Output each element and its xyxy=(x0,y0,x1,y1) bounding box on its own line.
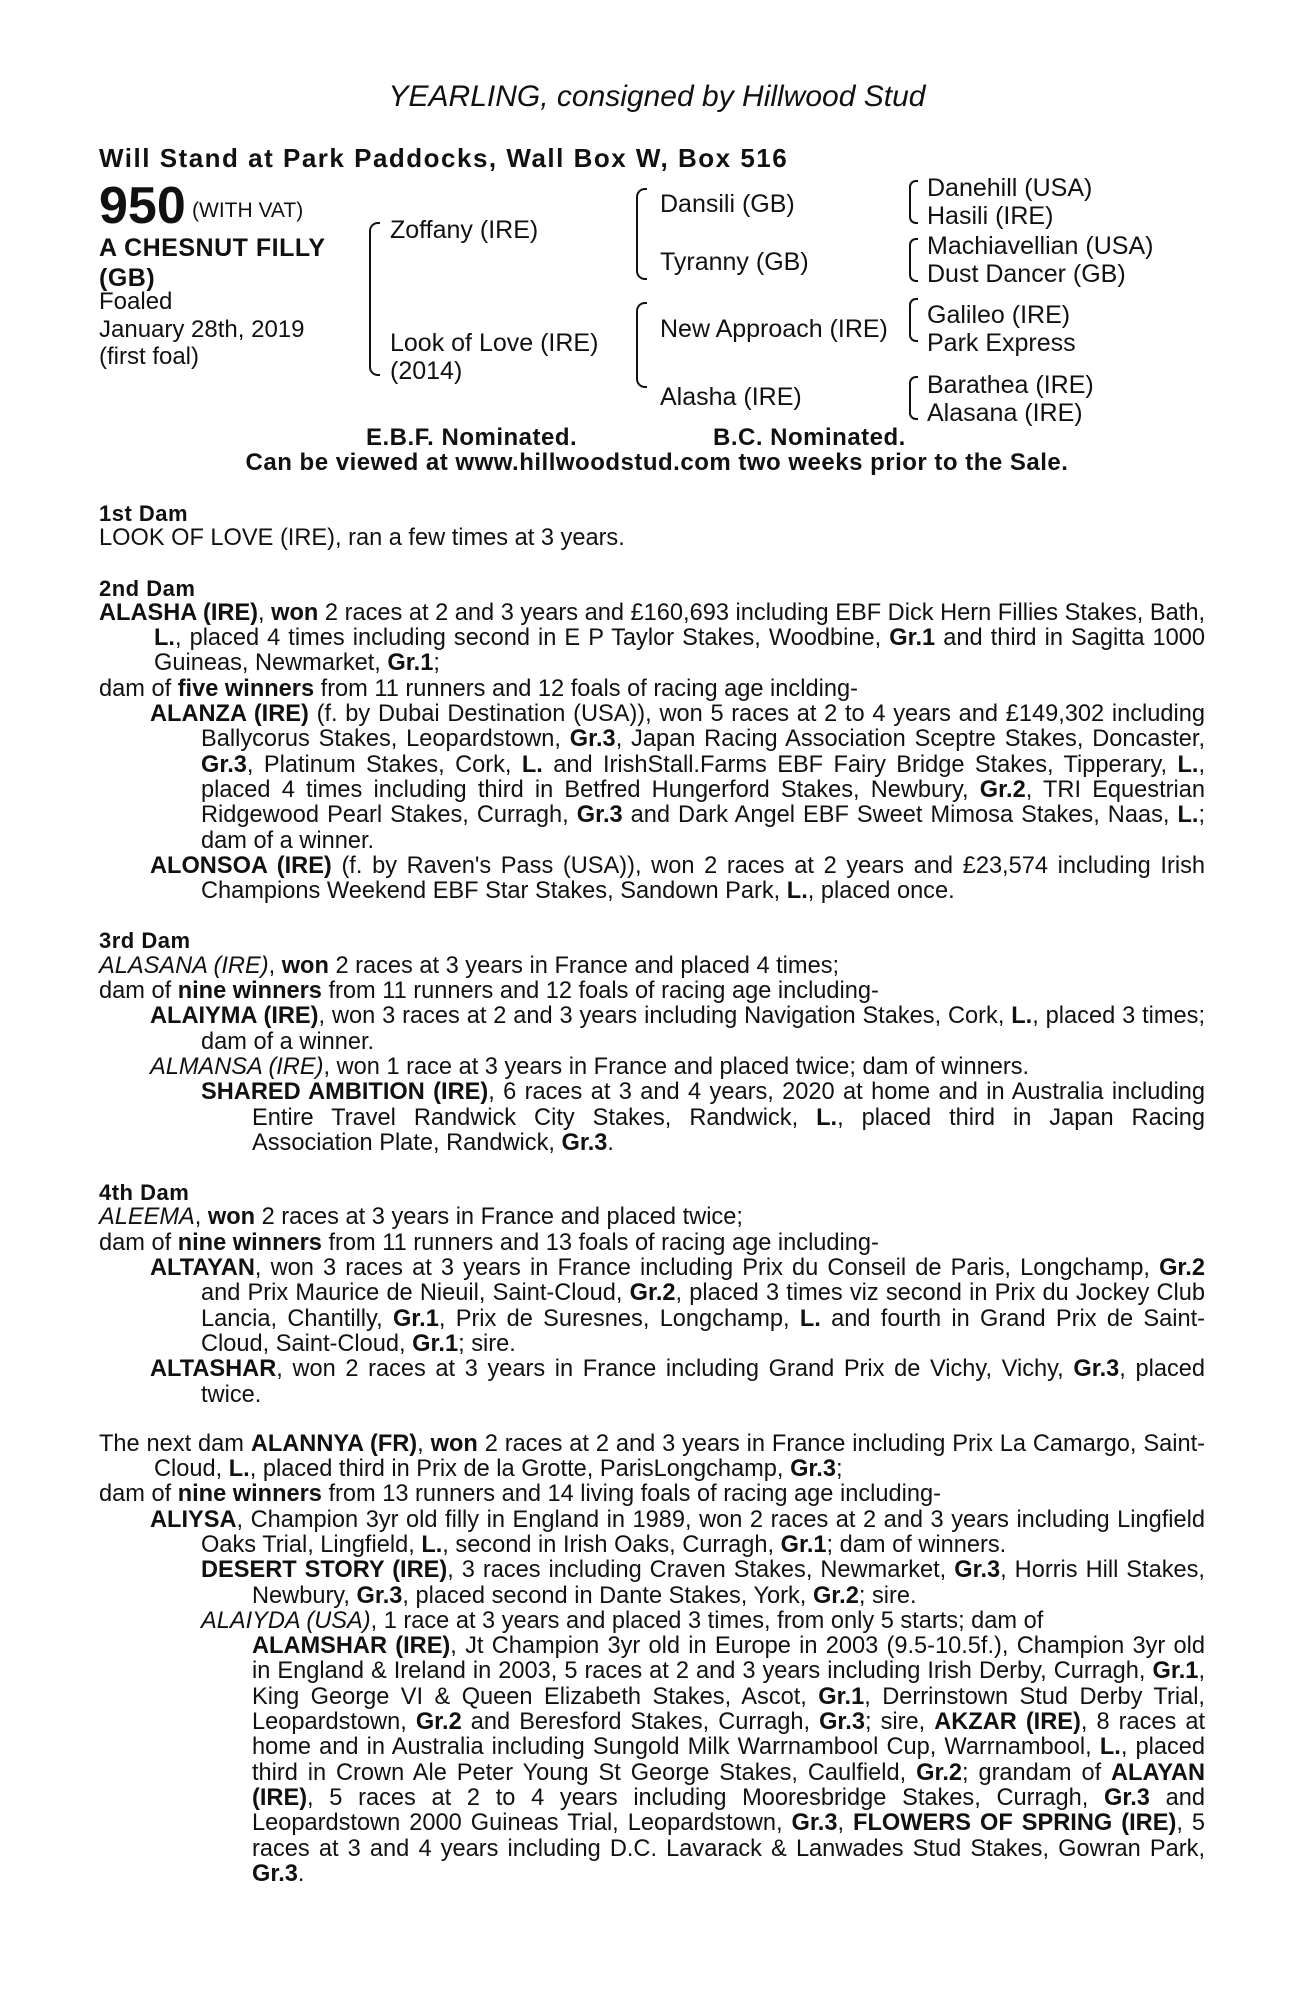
entry-text: , won 2 races at 3 years in France including Grand Prix de Vichy, Vichy, xyxy=(276,1356,1064,1383)
pedigree-sire-sire: Dansili (GB) xyxy=(660,190,795,218)
race-grade: Gr.3 xyxy=(791,1810,838,1837)
race-grade: Gr.3 xyxy=(356,1582,403,1609)
pedigree-gen3-item: Barathea (IRE) xyxy=(927,371,1094,399)
grand-progeny-entry xyxy=(99,1080,1205,1156)
entry-text: 2 races at 3 years in France and placed 4 times; xyxy=(335,952,840,979)
race-grade: L. xyxy=(1011,1003,1033,1030)
race-grade: L. xyxy=(1099,1734,1121,1761)
race-grade: L. xyxy=(1177,751,1199,778)
won-label: won xyxy=(271,599,319,626)
horse-name: ALONSOA (IRE) xyxy=(150,852,332,879)
pedigree-gen3-item: Park Express xyxy=(927,329,1076,357)
ebf-nomination: E.B.F. Nominated. xyxy=(366,424,578,451)
won-label: won xyxy=(430,1430,478,1457)
horse-name: ALTAYAN xyxy=(150,1255,255,1282)
entry-text: from 11 runners and 13 foals of racing age including- xyxy=(328,1229,879,1256)
entry-text: 2 races at 3 years in France and placed twice; xyxy=(261,1204,743,1231)
entry-text: ; sire, xyxy=(865,1709,926,1736)
won-label: won xyxy=(207,1204,256,1231)
foaled-label: Foaled xyxy=(99,288,173,315)
entry-text: , placed 4 times including second in E P Taylor Stakes, Woodbine, xyxy=(174,625,882,652)
entry-text: The next dam xyxy=(99,1430,244,1457)
pedigree-dam-dam: Alasha (IRE) xyxy=(660,383,802,411)
entry-text: and third in Sagitta 1000 Guineas, Newmarket, xyxy=(154,625,1205,677)
section-heading-3rd-dam: 3rd Dam xyxy=(99,928,191,954)
horse-name: ALEEMA xyxy=(99,1204,195,1231)
race-grade: Gr.1 xyxy=(392,1305,439,1332)
pedigree-gen3-item: Hasili (IRE) xyxy=(927,202,1054,230)
brace-gen3-4 xyxy=(909,376,918,420)
winners-count: nine winners xyxy=(177,1481,322,1508)
entry-text: , won 3 races at 3 years in France including Prix du Conseil de Paris, Longchamp, xyxy=(254,1255,1150,1282)
entry-text: dam of xyxy=(99,675,172,702)
entry-text: , second in Irish Oaks, Curragh, xyxy=(442,1531,775,1558)
entry-text: (f. by Raven's Pass (USA)), won 2 races at 2 years and £23,574 including Irish Champions Weekend EBF Star Stakes, Sandown Park, xyxy=(201,852,1205,905)
entry-text: , xyxy=(268,952,276,979)
horse-name: ALTASHAR xyxy=(150,1356,277,1383)
entry-text: ; xyxy=(433,650,440,677)
entry-text: and IrishStall.Farms EBF Fairy Bridge Stakes, Tipperary, xyxy=(553,751,1168,778)
progeny-entry xyxy=(99,1256,1205,1357)
race-grade: Gr.3 xyxy=(1104,1784,1150,1811)
dam-of-line xyxy=(99,1482,1205,1507)
progeny-entry xyxy=(99,854,1205,905)
entry-text: , won 1 race at 3 years in France and placed twice; dam of winners. xyxy=(323,1053,1030,1080)
progeny-entry xyxy=(99,1004,1205,1055)
entry-text: ; grandam of xyxy=(962,1759,1102,1786)
pedigree-sire: Zoffany (IRE) xyxy=(390,216,539,244)
entry-text: 2 races at 2 and 3 years and £160,693 including EBF Dick Hern Fillies Stakes, Bath, xyxy=(324,599,1205,626)
horse-name: ALAIYMA (IRE) xyxy=(150,1003,319,1030)
race-grade: Gr.3 xyxy=(561,1129,608,1156)
viewing-note: Can be viewed at www.hillwoodstud.com two weeks prior to the Sale. xyxy=(245,449,1069,476)
entry-text: , placed 3 times viz second in Prix du Jockey Club Lancia, Chantilly, xyxy=(201,1280,1205,1332)
race-grade: Gr.2 xyxy=(629,1280,676,1307)
winners-count: nine winners xyxy=(177,1229,322,1256)
entry-text: , placed third in Japan Racing Association Plate, Randwick, xyxy=(252,1104,1205,1156)
entry-text: , Prix de Suresnes, Longchamp, xyxy=(438,1305,790,1332)
won-label: won xyxy=(281,952,329,979)
race-grade: L. xyxy=(816,1104,838,1131)
race-grade: Gr.1 xyxy=(412,1330,459,1357)
entry-text: , placed third in Prix de la Grotte, ParisLongchamp, xyxy=(249,1456,784,1483)
entry-text: , 3 races including Craven Stakes, Newmarket, xyxy=(447,1557,947,1584)
pedigree-dam-year: (2014) xyxy=(390,357,463,385)
second-dam-entry: ALASHA (IRE), won 2 races at 2 and 3 years and £160,693 including EBF Dick Hern Fillies Stakes, Bath, L., placed 4 times including second in E P Taylor Stakes, Woodbine, Gr.1 and third in Sagitta 1000 Guineas, Newmarket, Gr.1; xyxy=(99,599,1205,677)
first-dam-text: LOOK OF LOVE (IRE), ran a few times at 3 years. xyxy=(99,525,625,552)
entry-text: , xyxy=(837,1810,845,1837)
race-grade: L. xyxy=(786,878,808,905)
horse-name: ALANNYA (FR) xyxy=(250,1430,418,1457)
entry-text: , 5 races at 2 to 4 years including Mooresbridge Stakes, Curragh, xyxy=(307,1784,1089,1811)
pedigree-sire-dam: Tyranny (GB) xyxy=(660,248,809,276)
progeny-entry xyxy=(99,1055,1205,1080)
race-grade: L. xyxy=(421,1531,443,1558)
great-grand-progeny-entry xyxy=(99,1634,1205,1887)
entry-text: ; dam of a winner. xyxy=(201,802,1205,854)
horse-name: ALIYSA xyxy=(150,1506,237,1533)
entry-text: , Platinum Stakes, Cork, xyxy=(246,751,512,778)
entry-text: and Prix Maurice de Nieuil, Saint-Cloud, xyxy=(201,1280,623,1307)
filly-name-line1: A CHESNUT FILLY xyxy=(99,234,326,262)
progeny-entry xyxy=(99,1357,1205,1408)
race-grade: Gr.3 xyxy=(576,802,623,829)
entry-text: and Leopardstown 2000 Guineas Trial, Leopardstown, xyxy=(252,1784,1205,1837)
bc-nomination: B.C. Nominated. xyxy=(713,424,906,451)
brace-gen3-3 xyxy=(909,298,918,342)
entry-text: , 5 races at 3 and 4 years including D.C. Lavarack & Lanwades Stud Stakes, Gowran Park, xyxy=(252,1810,1205,1862)
entry-text: . xyxy=(297,1860,305,1887)
third-dam-entry xyxy=(99,954,1205,979)
entry-text: and Beresford Stakes, Curragh, xyxy=(470,1709,811,1736)
winners-count: nine winners xyxy=(177,978,322,1005)
race-grade: L. xyxy=(521,751,543,778)
pedigree-gen3-item: Danehill (USA) xyxy=(927,174,1093,202)
pedigree-gen3-item: Machiavellian (USA) xyxy=(927,232,1154,260)
race-grade: L. xyxy=(228,1456,250,1483)
winners-count: five winners xyxy=(177,675,315,702)
entry-text: ; dam of winners. xyxy=(826,1531,1007,1558)
page-title: YEARLING, consigned by Hillwood Stud xyxy=(388,80,926,113)
entry-text: from 13 runners and 14 living foals of racing age including- xyxy=(328,1481,941,1508)
pedigree-gen3-item: Alasana (IRE) xyxy=(927,399,1083,427)
entry-text: ; sire. xyxy=(858,1582,917,1609)
entry-text: , placed twice. xyxy=(201,1356,1206,1408)
horse-name: SHARED AMBITION (IRE) xyxy=(201,1079,489,1106)
race-grade: Gr.3 xyxy=(954,1557,1001,1584)
brace-sire-dam xyxy=(369,222,380,376)
entry-text: , xyxy=(417,1430,424,1457)
horse-name: AKZAR (IRE) xyxy=(934,1709,1081,1736)
brace-gen3-1 xyxy=(909,180,918,224)
race-grade: Gr.3 xyxy=(1073,1356,1120,1383)
race-grade: Gr.1 xyxy=(818,1683,865,1710)
race-grade: Gr.1 xyxy=(387,650,434,677)
horse-name: ALAIYDA (USA) xyxy=(201,1607,371,1634)
race-grade: Gr.3 xyxy=(201,751,247,778)
race-grade: Gr.2 xyxy=(979,776,1026,803)
grand-progeny-entry xyxy=(99,1558,1205,1609)
entry-text: . xyxy=(607,1129,614,1156)
entry-text: , Champion 3yr old filly in England in 1989, won 2 races at 2 and 3 years including Lingfield Oaks Trial, Lingfield, xyxy=(201,1506,1205,1558)
lot-number: 950 xyxy=(99,177,186,235)
vat-note: (WITH VAT) xyxy=(192,199,304,222)
race-grade: Gr.3 xyxy=(252,1860,298,1887)
entry-text: from 11 runners and 12 foals of racing age inclding- xyxy=(320,675,858,702)
entry-text: , Jt Champion 3yr old in Europe in 2003 (9.5-10.5f.), Champion 3yr old in England & Ireland in 2003, 5 races at 2 and 3 years including Irish Derby, Curragh, xyxy=(252,1633,1205,1685)
horse-name: ALAYAN (IRE) xyxy=(252,1759,1205,1811)
foaled-date: January 28th, 2019 xyxy=(99,316,305,343)
dam-of-line xyxy=(99,979,1205,1004)
entry-text: , Japan Racing Association Sceptre Stakes, Doncaster, xyxy=(615,726,1206,753)
entry-text: , xyxy=(194,1204,202,1231)
pedigree-dam-sire: New Approach (IRE) xyxy=(660,315,888,343)
entry-text: , won 3 races at 2 and 3 years including Navigation Stakes, Cork, xyxy=(318,1003,1005,1030)
race-grade: Gr.3 xyxy=(569,726,616,753)
entry-text: ; sire. xyxy=(458,1330,516,1357)
entry-text: from 11 runners and 12 foals of racing age including- xyxy=(328,978,879,1005)
dam-of-line xyxy=(99,1231,1205,1256)
horse-name: FLOWERS OF SPRING (IRE) xyxy=(853,1810,1177,1837)
race-grade: Gr.2 xyxy=(812,1582,859,1609)
pedigree-dam: Look of Love (IRE) xyxy=(390,329,599,357)
entry-text: ; xyxy=(835,1456,843,1483)
entry-text: , placed 4 times including third in Betfred Hungerford Stakes, Newbury, xyxy=(201,751,1206,803)
filly-name-line2: (GB) xyxy=(99,264,156,292)
progeny-entry xyxy=(99,1508,1205,1559)
section-heading-1st-dam: 1st Dam xyxy=(99,501,189,526)
entry-text: , Horris Hill Stakes, Newbury, xyxy=(252,1557,1205,1609)
sale-location-header: Will Stand at Park Paddocks, Wall Box W, Box 516 xyxy=(99,143,789,173)
race-grade: Gr.1 xyxy=(780,1531,827,1558)
horse-name: ALMANSA (IRE) xyxy=(150,1053,324,1080)
section-heading-4th-dam: 4th Dam xyxy=(99,1180,190,1206)
race-grade: L. xyxy=(154,625,175,652)
entry-text: , placed second in Dante Stakes, York, xyxy=(402,1582,807,1609)
horse-name: ALASHA (IRE) xyxy=(99,599,259,626)
entry-text: , 6 races at 3 and 4 years, 2020 at home and in Australia including Entire Travel Randwick City Stakes, Randwick, xyxy=(252,1079,1205,1131)
horse-name: DESERT STORY (IRE) xyxy=(201,1557,448,1584)
pedigree-gen3-item: Dust Dancer (GB) xyxy=(927,260,1126,288)
fourth-dam-entry xyxy=(99,1205,1205,1230)
next-dam-entry xyxy=(99,1432,1205,1483)
entry-text: , 8 races at home and in Australia including Sungold Milk Warrnambool Cup, Warrnambool, xyxy=(252,1709,1206,1761)
race-grade: Gr.2 xyxy=(415,1709,462,1736)
race-grade: L. xyxy=(1177,802,1199,829)
entry-text: and fourth in Grand Prix de Saint-Cloud, Saint-Cloud, xyxy=(201,1305,1205,1357)
grand-progeny-entry xyxy=(99,1609,1205,1634)
race-grade: L. xyxy=(799,1305,821,1332)
entry-text: and Dark Angel EBF Sweet Mimosa Stakes, Naas, xyxy=(630,802,1170,829)
entry-text: dam of xyxy=(99,1481,172,1508)
catalogue-body xyxy=(99,501,1205,1887)
horse-name: ALASANA (IRE) xyxy=(99,952,269,979)
entry-text: , placed 3 times; dam of a winner. xyxy=(201,1003,1205,1055)
entry-text: , placed once. xyxy=(807,878,955,905)
race-grade: Gr.1 xyxy=(889,625,936,652)
race-grade: Gr.2 xyxy=(1159,1255,1205,1282)
entry-text: , Derrinstown Stud Derby Trial, Leopardstown, xyxy=(252,1683,1205,1736)
brace-gen3-2 xyxy=(909,238,918,282)
entry-text: (f. by Dubai Destination (USA)), won 5 races at 2 to 4 years and £149,302 including Ballycorus Stakes, Leopardstown, xyxy=(201,701,1205,753)
entry-text: , King George VI & Queen Elizabeth Stakes, Ascot, xyxy=(252,1658,1205,1710)
brace-sire-parents xyxy=(636,188,647,280)
brace-dam-parents xyxy=(636,302,647,388)
entry-text: , 1 race at 3 years and placed 3 times, from only 5 starts; dam of xyxy=(370,1607,1044,1634)
entry-text: dam of xyxy=(99,978,172,1005)
first-foal-note: (first foal) xyxy=(99,343,200,370)
entry-text: , TRI Equestrian Ridgewood Pearl Stakes, Curragh, xyxy=(201,776,1205,829)
pedigree-gen3-item: Galileo (IRE) xyxy=(927,301,1071,329)
race-grade: Gr.3 xyxy=(819,1709,865,1736)
entry-text: 2 races at 2 and 3 years in France including Prix La Camargo, Saint-Cloud, xyxy=(154,1430,1205,1483)
entry-text: , placed third in Crown Ale Peter Young St George Stakes, Caulfield, xyxy=(252,1734,1206,1786)
dam-of-line xyxy=(99,677,1205,702)
race-grade: Gr.2 xyxy=(916,1759,963,1786)
horse-name: ALANZA (IRE) xyxy=(150,701,309,728)
race-grade: Gr.3 xyxy=(790,1456,836,1483)
section-heading-2nd-dam: 2nd Dam xyxy=(99,575,196,601)
race-grade: Gr.1 xyxy=(1152,1658,1199,1685)
entry-text: dam of xyxy=(99,1229,172,1256)
progeny-entry xyxy=(99,702,1205,854)
horse-name: ALAMSHAR (IRE) xyxy=(252,1633,451,1660)
filly-name xyxy=(99,233,326,293)
